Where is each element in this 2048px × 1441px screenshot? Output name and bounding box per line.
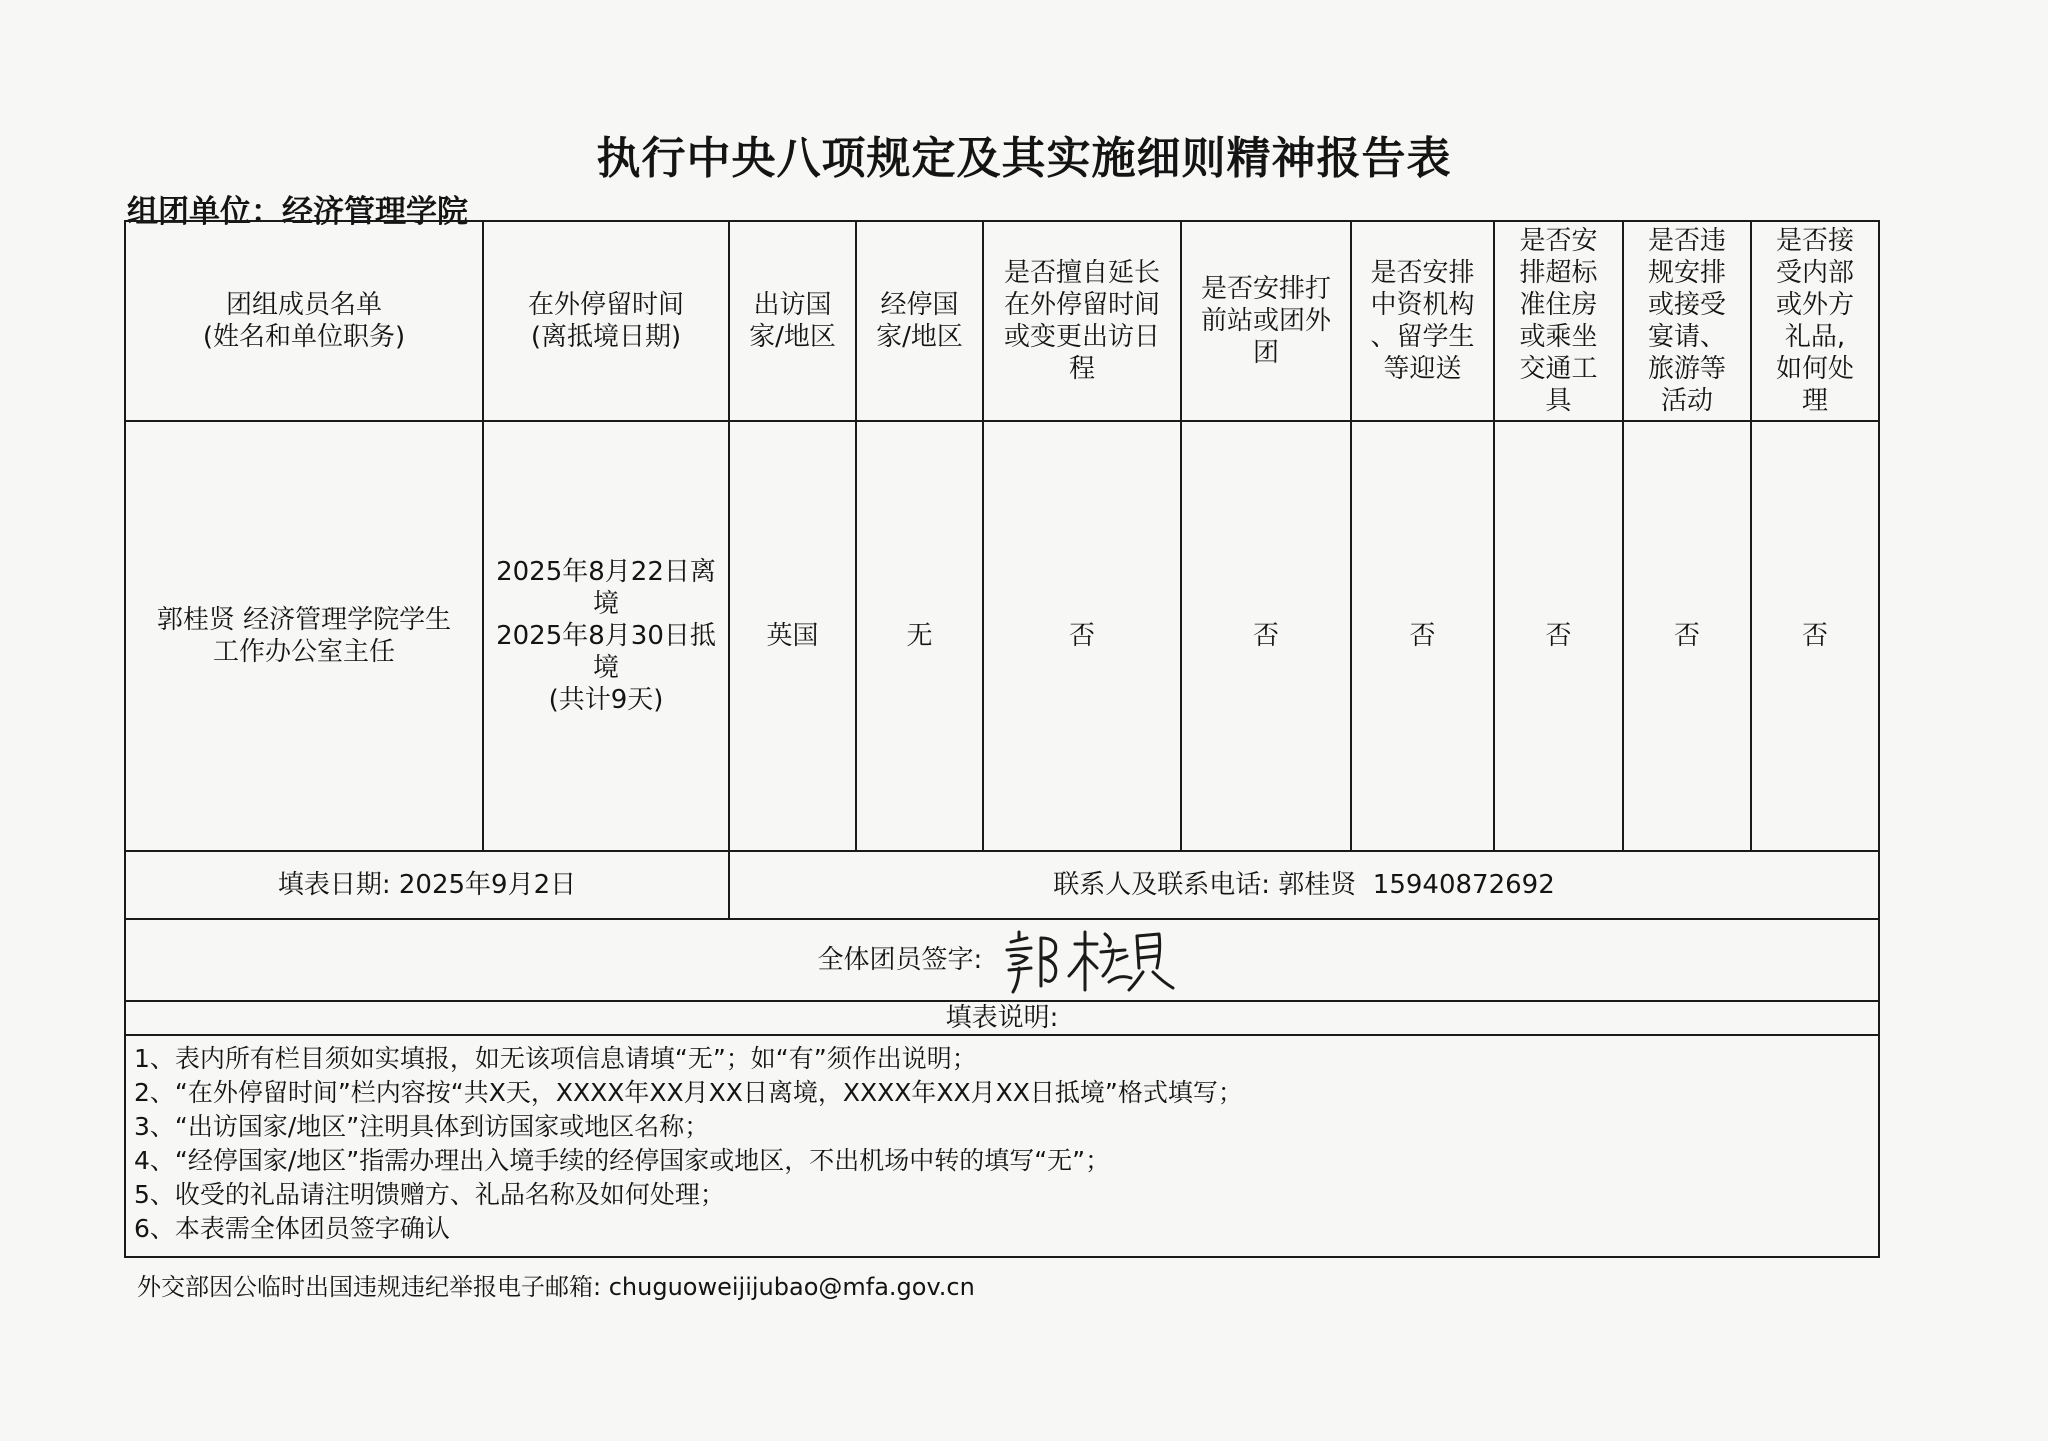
signature-row [125, 919, 1879, 1001]
fill-date-value: 2025年9月2日 [398, 870, 577, 900]
header-member: 团组成员名单 (姓名和单位职务) [125, 221, 483, 421]
note-item: 4、“经停国家/地区”指需办理出入境手续的经停国家或地区，不出机场中转的填写“无”； [134, 1146, 1111, 1175]
header-extend: 是否擅自延长 在外停留时间 或变更出访日 程 [983, 221, 1181, 421]
note-item: 1、表内所有栏目须如实填报，如无该项信息请填“无”；如“有”须作出说明； [134, 1044, 977, 1073]
header-reception: 是否安排 中资机构 、留学生 等迎送 [1351, 221, 1494, 421]
cell-reception: 否 [1351, 421, 1494, 851]
header-gifts: 是否接 受内部 或外方 礼品, 如何处 理 [1751, 221, 1879, 421]
signature-cell [125, 919, 1879, 1001]
header-transit: 经停国 家/地区 [856, 221, 983, 421]
cell-gifts: 否 [1751, 421, 1879, 851]
contact-label: 联系人及联系电话: [1053, 870, 1270, 900]
table-row [125, 421, 1879, 851]
handwritten-signature [997, 924, 1187, 996]
signature-label: 全体团员签字: [817, 945, 983, 975]
fill-date-cell [125, 851, 729, 919]
notes-title-row [125, 1001, 1879, 1035]
contact-cell [729, 851, 1879, 919]
header-country: 出访国 家/地区 [729, 221, 856, 421]
note-item: 5、收受的礼品请注明馈赠方、礼品名称及如何处理； [134, 1180, 725, 1209]
note-item: 2、“在外停留时间”栏内容按“共X天，XXXX年XX月XX日离境，XXXX年XX月XX日抵境”格式填写； [134, 1078, 1243, 1107]
notes-cell [125, 1035, 1879, 1257]
cell-stay: 2025年8月22日离 境 2025年8月30日抵 境 (共计9天) [483, 421, 729, 851]
footer-line [137, 1267, 975, 1302]
note-item: 6、本表需全体团员签字确认 [134, 1214, 450, 1243]
cell-housing: 否 [1494, 421, 1623, 851]
organizer-value: 经济管理学院 [282, 194, 468, 230]
contact-name: 郭桂贤 [1278, 870, 1357, 900]
header-banquet: 是否违 规安排 或接受 宴请、 旅游等 活动 [1623, 221, 1751, 421]
footer-email: chuguoweijijubao@mfa.gov.cn [608, 1273, 975, 1301]
cell-transit: 无 [856, 421, 983, 851]
header-row [125, 221, 1879, 421]
fill-date-label: 填表日期: [277, 870, 391, 900]
notes-row [125, 1035, 1879, 1257]
header-stay: 在外停留时间 (离抵境日期) [483, 221, 729, 421]
header-housing: 是否安 排超标 准住房 或乘坐 交通工 具 [1494, 221, 1623, 421]
cell-country: 英国 [729, 421, 856, 851]
report-table [124, 220, 1880, 1258]
cell-banquet: 否 [1623, 421, 1751, 851]
footer-label: 外交部因公临时出国违规违纪举报电子邮箱: [137, 1273, 602, 1301]
contact-phone: 15940872692 [1372, 870, 1555, 900]
cell-extend: 否 [983, 421, 1181, 851]
cell-advance: 否 [1181, 421, 1351, 851]
cell-member: 郭桂贤 经济管理学院学生 工作办公室主任 [125, 421, 483, 851]
info-row [125, 851, 1879, 919]
note-item: 3、“出访国家/地区”注明具体到访国家或地区名称； [134, 1112, 710, 1141]
organizer-label: 组团单位： [127, 194, 282, 230]
header-advance: 是否安排打 前站或团外 团 [1181, 221, 1351, 421]
notes-title: 填表说明: [125, 1001, 1879, 1035]
document-title: 执行中央八项规定及其实施细则精神报告表 [596, 133, 1452, 184]
